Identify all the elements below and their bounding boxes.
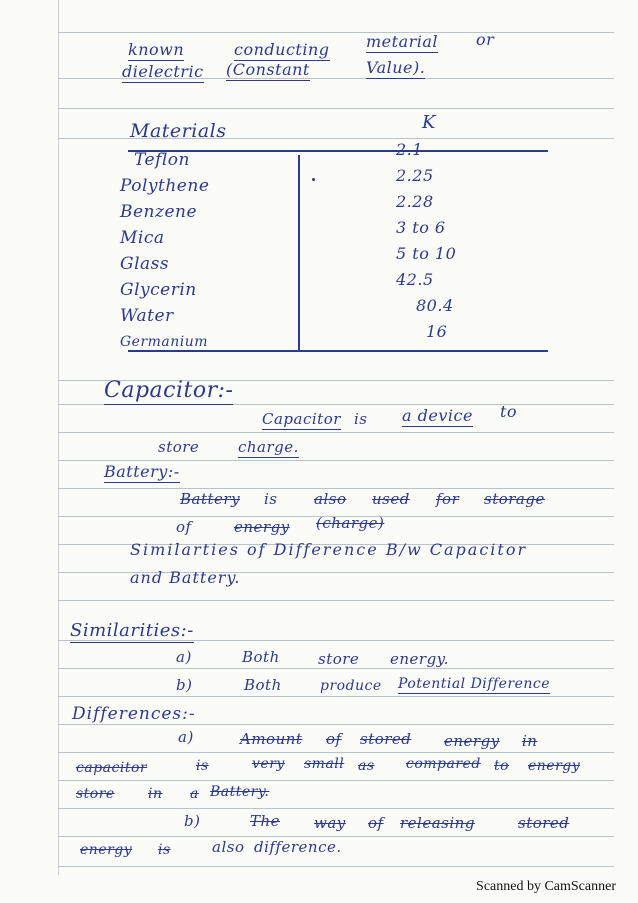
capacitor-text: store xyxy=(158,438,200,456)
similarity-text: produce xyxy=(320,678,382,694)
capacitor-heading: Capacitor:- xyxy=(104,378,234,403)
capacitor-text: a device xyxy=(402,406,473,425)
ruled-line xyxy=(58,696,614,697)
similarity-text: store xyxy=(318,650,360,668)
ruled-line xyxy=(58,32,614,33)
table-k-value: 2.1 xyxy=(396,140,423,159)
capacitor-text: is xyxy=(354,410,368,428)
margin-line xyxy=(58,0,59,875)
table-material: Benzene xyxy=(120,202,198,222)
table-header-materials: Materials xyxy=(130,120,227,142)
table-k-value: 16 xyxy=(426,322,448,341)
intro-word: (Constant xyxy=(226,60,310,79)
difference-text: energy xyxy=(444,732,500,750)
table-header-k: K xyxy=(422,112,436,133)
table-material: Glass xyxy=(120,254,170,274)
table-column-divider xyxy=(298,155,300,350)
ruled-line xyxy=(58,808,614,809)
ruled-line xyxy=(58,836,614,837)
similarity-text: Both xyxy=(242,648,280,666)
table-bottom-rule xyxy=(128,350,548,352)
ruled-line xyxy=(58,780,614,781)
difference-text: to xyxy=(494,758,510,774)
difference-text: is xyxy=(158,842,171,858)
battery-text: (charge) xyxy=(316,514,385,532)
difference-text: compared xyxy=(406,756,481,772)
similarity-marker: a) xyxy=(176,648,192,666)
battery-text: also xyxy=(314,490,347,508)
table-material: Polythene xyxy=(120,176,210,196)
intro-word: dielectric xyxy=(122,62,204,81)
table-material: Water xyxy=(120,306,174,326)
difference-text: energy xyxy=(80,842,133,858)
battery-text: of xyxy=(176,518,192,536)
table-material: Mica xyxy=(120,228,165,248)
table-k-value: 5 to 10 xyxy=(396,244,457,263)
battery-text: storage xyxy=(484,490,545,508)
ruled-line xyxy=(58,724,614,725)
difference-text: energy xyxy=(528,758,581,774)
battery-text: for xyxy=(436,490,460,508)
capacitor-text: Capacitor xyxy=(262,410,341,428)
battery-heading: Battery:- xyxy=(104,462,180,481)
difference-text: Amount xyxy=(240,730,303,748)
battery-text: used xyxy=(372,490,410,508)
similarity-marker: b) xyxy=(176,676,193,694)
capacitor-text: charge. xyxy=(238,438,299,456)
table-k-value: 80.4 xyxy=(416,296,454,315)
table-material: Germanium xyxy=(120,334,209,350)
difference-text: in xyxy=(148,786,163,802)
scanner-watermark: Scanned by CamScanner xyxy=(476,879,616,894)
difference-text: The xyxy=(250,812,281,830)
ruled-line xyxy=(58,668,614,669)
difference-text: difference. xyxy=(254,838,342,856)
difference-text: releasing xyxy=(400,814,475,832)
comparison-title: Similarties of Difference B/w Capacitor xyxy=(130,540,528,559)
difference-text: a xyxy=(190,786,199,802)
difference-text: of xyxy=(368,814,384,832)
ruled-line xyxy=(58,866,614,867)
intro-word: or xyxy=(476,30,495,49)
intro-word: Value). xyxy=(366,58,426,77)
similarities-heading: Similarities:- xyxy=(70,620,194,641)
ruled-line xyxy=(58,752,614,753)
ruled-line xyxy=(58,108,614,109)
capacitor-text: to xyxy=(500,402,518,421)
ink-dot xyxy=(312,178,315,181)
difference-text: stored xyxy=(360,730,412,748)
difference-text: Battery. xyxy=(210,784,270,800)
difference-text: also xyxy=(212,838,245,856)
difference-marker: a) xyxy=(178,728,194,746)
table-k-value: 42.5 xyxy=(396,270,434,289)
table-material: Teflon xyxy=(134,150,190,170)
difference-text: small xyxy=(304,756,345,772)
difference-text: stored xyxy=(518,814,570,832)
intro-word: conducting xyxy=(234,40,330,59)
difference-text: of xyxy=(326,730,342,748)
difference-text: in xyxy=(522,732,538,750)
intro-word: metarial xyxy=(366,32,439,51)
table-top-rule xyxy=(128,150,548,152)
difference-text: capacitor xyxy=(76,760,148,776)
difference-text: store xyxy=(76,786,115,802)
difference-marker: b) xyxy=(184,812,201,830)
ruled-line xyxy=(58,600,614,601)
table-material: Glycerin xyxy=(120,280,197,300)
table-k-value: 3 to 6 xyxy=(396,218,446,237)
battery-text: energy xyxy=(234,518,290,536)
comparison-title: and Battery. xyxy=(130,568,241,587)
intro-word: known xyxy=(128,40,185,59)
similarity-text: Both xyxy=(244,676,282,694)
differences-heading: Differences:- xyxy=(72,704,196,724)
difference-text: very xyxy=(252,756,285,772)
table-k-value: 2.28 xyxy=(396,192,434,211)
similarity-text: Potential Difference xyxy=(398,676,551,692)
ruled-line xyxy=(58,488,614,489)
difference-text: as xyxy=(358,758,375,774)
difference-text: way xyxy=(314,814,346,832)
similarity-text: energy. xyxy=(390,650,449,668)
difference-text: is xyxy=(196,758,209,774)
battery-text: is xyxy=(264,490,278,508)
ruled-line xyxy=(58,460,614,461)
table-k-value: 2.25 xyxy=(396,166,434,185)
battery-text: Battery xyxy=(180,490,241,508)
ruled-line xyxy=(58,432,614,433)
